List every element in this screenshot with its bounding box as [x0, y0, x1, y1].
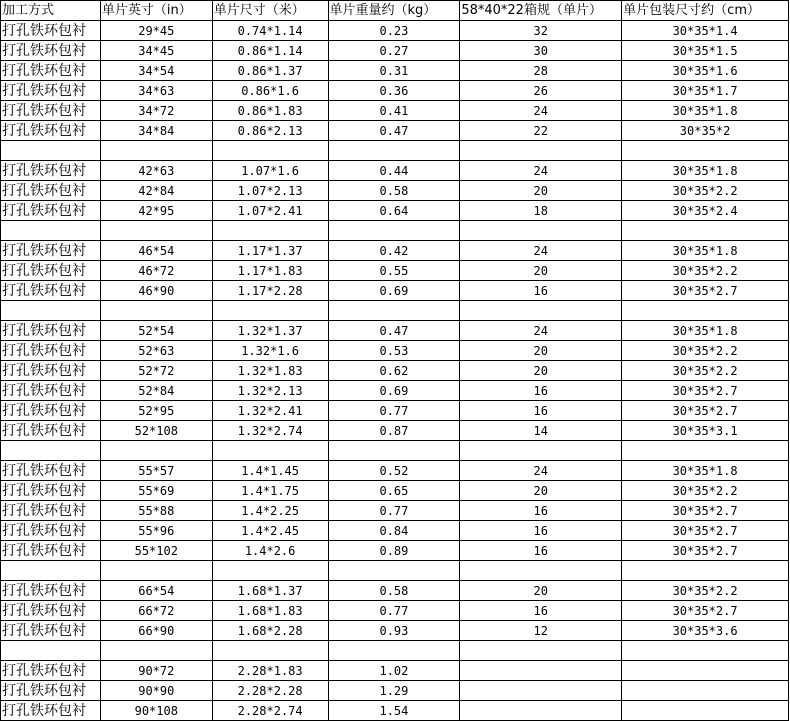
table-row [1, 341, 789, 361]
cell-meter-size[interactable]: 1.4*1.75 [212, 481, 328, 501]
cell-meter-size[interactable] [212, 561, 328, 581]
table-row [1, 561, 789, 581]
cell-process[interactable]: 打孔铁环包衬 [1, 401, 101, 421]
cell-carton-qty[interactable]: 16 [460, 521, 622, 541]
cell-weight[interactable]: 1.02 [328, 661, 460, 681]
cell-weight[interactable]: 0.52 [328, 461, 460, 481]
table-row [1, 501, 789, 521]
cell-carton-qty[interactable]: 16 [460, 541, 622, 561]
cell-inch-size[interactable]: 52*72 [100, 361, 212, 381]
cell-package-size[interactable]: 30*35*2 [622, 121, 789, 141]
cell-carton-qty[interactable]: 24 [460, 161, 622, 181]
cell-package-size[interactable]: 30*35*3.1 [622, 421, 789, 441]
cell-package-size[interactable]: 30*35*1.6 [622, 61, 789, 81]
cell-package-size[interactable]: 30*35*1.7 [622, 81, 789, 101]
table-row [1, 481, 789, 501]
cell-process[interactable]: 打孔铁环包衬 [1, 461, 101, 481]
table-row [1, 201, 789, 221]
cell-inch-size[interactable]: 90*108 [100, 701, 212, 721]
cell-package-size[interactable]: 30*35*2.2 [622, 481, 789, 501]
cell-inch-size[interactable]: 42*95 [100, 201, 212, 221]
cell-meter-size[interactable]: 0.86*2.13 [212, 121, 328, 141]
cell-weight[interactable]: 0.53 [328, 341, 460, 361]
cell-weight[interactable]: 0.84 [328, 521, 460, 541]
table-row [1, 681, 789, 701]
table-row [1, 121, 789, 141]
cell-carton-qty[interactable]: 16 [460, 401, 622, 421]
cell-package-size[interactable]: 30*35*2.2 [622, 581, 789, 601]
cell-process[interactable] [1, 641, 101, 661]
cell-weight[interactable]: 0.77 [328, 401, 460, 421]
cell-inch-size[interactable]: 42*84 [100, 181, 212, 201]
cell-meter-size[interactable] [212, 141, 328, 161]
cell-weight[interactable]: 0.89 [328, 541, 460, 561]
cell-weight[interactable]: 0.65 [328, 481, 460, 501]
cell-weight[interactable]: 0.87 [328, 421, 460, 441]
cell-meter-size[interactable]: 1.17*2.28 [212, 281, 328, 301]
cell-meter-size[interactable]: 1.4*2.25 [212, 501, 328, 521]
header-cell-carton-qty[interactable]: 58*40*22箱规（单片） [460, 1, 622, 21]
cell-process[interactable]: 打孔铁环包衬 [1, 521, 101, 541]
cell-carton-qty[interactable] [460, 301, 622, 321]
cell-weight[interactable]: 0.47 [328, 121, 460, 141]
cell-weight[interactable]: 0.93 [328, 621, 460, 641]
table-row [1, 701, 789, 721]
cell-process[interactable]: 打孔铁环包衬 [1, 121, 101, 141]
cell-inch-size[interactable]: 46*54 [100, 241, 212, 261]
table-row [1, 61, 789, 81]
cell-meter-size[interactable]: 2.28*1.83 [212, 661, 328, 681]
cell-process[interactable]: 打孔铁环包衬 [1, 681, 101, 701]
table-row [1, 181, 789, 201]
cell-carton-qty[interactable] [460, 141, 622, 161]
table-row [1, 361, 789, 381]
cell-inch-size[interactable]: 42*63 [100, 161, 212, 181]
cell-package-size[interactable]: 30*35*2.7 [622, 541, 789, 561]
cell-meter-size[interactable]: 0.86*1.6 [212, 81, 328, 101]
cell-weight[interactable]: 0.44 [328, 161, 460, 181]
cell-inch-size[interactable]: 52*95 [100, 401, 212, 421]
cell-package-size[interactable] [622, 661, 789, 681]
cell-carton-qty[interactable]: 26 [460, 81, 622, 101]
cell-inch-size[interactable]: 34*84 [100, 121, 212, 141]
cell-inch-size[interactable]: 29*45 [100, 21, 212, 41]
cell-carton-qty[interactable]: 16 [460, 601, 622, 621]
cell-process[interactable]: 打孔铁环包衬 [1, 21, 101, 41]
cell-process[interactable]: 打孔铁环包衬 [1, 321, 101, 341]
cell-inch-size[interactable]: 52*84 [100, 381, 212, 401]
cell-carton-qty[interactable]: 20 [460, 481, 622, 501]
cell-package-size[interactable]: 30*35*2.4 [622, 201, 789, 221]
table-row [1, 521, 789, 541]
cell-weight[interactable]: 0.55 [328, 261, 460, 281]
cell-weight[interactable]: 0.27 [328, 41, 460, 61]
cell-inch-size[interactable] [100, 441, 212, 461]
cell-process[interactable]: 打孔铁环包衬 [1, 261, 101, 281]
cell-weight[interactable]: 0.41 [328, 101, 460, 121]
cell-inch-size[interactable]: 66*72 [100, 601, 212, 621]
cell-weight[interactable]: 1.54 [328, 701, 460, 721]
cell-carton-qty[interactable]: 12 [460, 621, 622, 641]
cell-weight[interactable]: 0.31 [328, 61, 460, 81]
cell-meter-size[interactable]: 1.68*2.28 [212, 621, 328, 641]
cell-meter-size[interactable]: 1.32*1.6 [212, 341, 328, 361]
cell-process[interactable] [1, 141, 101, 161]
table-row [1, 141, 789, 161]
cell-carton-qty[interactable]: 24 [460, 241, 622, 261]
cell-meter-size[interactable]: 1.32*2.13 [212, 381, 328, 401]
cell-carton-qty[interactable] [460, 641, 622, 661]
cell-meter-size[interactable]: 1.07*2.41 [212, 201, 328, 221]
cell-meter-size[interactable] [212, 641, 328, 661]
cell-process[interactable]: 打孔铁环包衬 [1, 241, 101, 261]
cell-inch-size[interactable]: 66*90 [100, 621, 212, 641]
header-cell-inch-size[interactable]: 单片英寸（in） [100, 1, 212, 21]
cell-package-size[interactable]: 30*35*2.2 [622, 341, 789, 361]
cell-package-size[interactable]: 30*35*1.5 [622, 41, 789, 61]
cell-carton-qty[interactable]: 16 [460, 381, 622, 401]
cell-package-size[interactable]: 30*35*2.7 [622, 601, 789, 621]
cell-carton-qty[interactable] [460, 681, 622, 701]
table-row [1, 461, 789, 481]
cell-weight[interactable]: 0.36 [328, 81, 460, 101]
cell-package-size[interactable] [622, 681, 789, 701]
cell-process[interactable]: 打孔铁环包衬 [1, 361, 101, 381]
table-row [1, 541, 789, 561]
table-row [1, 261, 789, 281]
cell-process[interactable]: 打孔铁环包衬 [1, 281, 101, 301]
cell-process[interactable] [1, 221, 101, 241]
cell-package-size[interactable] [622, 221, 789, 241]
cell-inch-size[interactable]: 55*88 [100, 501, 212, 521]
cell-package-size[interactable]: 30*35*2.7 [622, 401, 789, 421]
table-row [1, 581, 789, 601]
cell-meter-size[interactable]: 1.68*1.37 [212, 581, 328, 601]
cell-process[interactable]: 打孔铁环包衬 [1, 421, 101, 441]
cell-meter-size[interactable]: 1.32*2.74 [212, 421, 328, 441]
cell-carton-qty[interactable]: 20 [460, 181, 622, 201]
cell-carton-qty[interactable]: 20 [460, 581, 622, 601]
cell-weight[interactable] [328, 641, 460, 661]
table-row [1, 21, 789, 41]
cell-weight[interactable] [328, 441, 460, 461]
table-row [1, 321, 789, 341]
cell-package-size[interactable]: 30*35*2.7 [622, 501, 789, 521]
table-row [1, 101, 789, 121]
cell-inch-size[interactable]: 55*69 [100, 481, 212, 501]
cell-package-size[interactable]: 30*35*1.4 [622, 21, 789, 41]
cell-carton-qty[interactable]: 16 [460, 281, 622, 301]
cell-package-size[interactable]: 30*35*2.7 [622, 281, 789, 301]
table-body [1, 1, 789, 721]
cell-package-size[interactable]: 30*35*2.2 [622, 361, 789, 381]
cell-package-size[interactable] [622, 141, 789, 161]
table-row [1, 661, 789, 681]
cell-inch-size[interactable]: 90*90 [100, 681, 212, 701]
cell-carton-qty[interactable]: 28 [460, 61, 622, 81]
cell-meter-size[interactable]: 2.28*2.74 [212, 701, 328, 721]
table-row [1, 381, 789, 401]
cell-process[interactable]: 打孔铁环包衬 [1, 161, 101, 181]
cell-process[interactable]: 打孔铁环包衬 [1, 541, 101, 561]
cell-package-size[interactable]: 30*35*3.6 [622, 621, 789, 641]
cell-inch-size[interactable]: 55*96 [100, 521, 212, 541]
cell-meter-size[interactable]: 1.07*1.6 [212, 161, 328, 181]
cell-meter-size[interactable]: 1.32*2.41 [212, 401, 328, 421]
cell-package-size[interactable] [622, 701, 789, 721]
header-cell-package-size[interactable]: 单片包装尺寸约（cm） [622, 1, 789, 21]
cell-process[interactable] [1, 441, 101, 461]
table-row [1, 641, 789, 661]
cell-weight[interactable]: 0.23 [328, 21, 460, 41]
cell-package-size[interactable]: 30*35*1.8 [622, 461, 789, 481]
cell-carton-qty[interactable]: 20 [460, 341, 622, 361]
cell-carton-qty[interactable]: 20 [460, 261, 622, 281]
cell-weight[interactable]: 0.58 [328, 181, 460, 201]
cell-meter-size[interactable]: 0.86*1.83 [212, 101, 328, 121]
cell-carton-qty[interactable]: 20 [460, 361, 622, 381]
cell-package-size[interactable]: 30*35*1.8 [622, 161, 789, 181]
cell-package-size[interactable] [622, 561, 789, 581]
cell-weight[interactable]: 0.69 [328, 281, 460, 301]
cell-package-size[interactable]: 30*35*1.8 [622, 241, 789, 261]
cell-carton-qty[interactable]: 18 [460, 201, 622, 221]
cell-process[interactable]: 打孔铁环包衬 [1, 661, 101, 681]
cell-inch-size[interactable] [100, 141, 212, 161]
cell-carton-qty[interactable] [460, 441, 622, 461]
cell-inch-size[interactable]: 90*72 [100, 661, 212, 681]
cell-weight[interactable]: 0.64 [328, 201, 460, 221]
cell-process[interactable]: 打孔铁环包衬 [1, 621, 101, 641]
cell-carton-qty[interactable] [460, 221, 622, 241]
cell-package-size[interactable]: 30*35*2.2 [622, 181, 789, 201]
cell-carton-qty[interactable]: 14 [460, 421, 622, 441]
table-row [1, 421, 789, 441]
cell-weight[interactable]: 1.29 [328, 681, 460, 701]
cell-package-size[interactable]: 30*35*2.7 [622, 521, 789, 541]
cell-process[interactable]: 打孔铁环包衬 [1, 41, 101, 61]
cell-carton-qty[interactable]: 16 [460, 501, 622, 521]
cell-meter-size[interactable]: 1.68*1.83 [212, 601, 328, 621]
cell-process[interactable]: 打孔铁环包衬 [1, 701, 101, 721]
cell-carton-qty[interactable]: 30 [460, 41, 622, 61]
cell-inch-size[interactable]: 52*54 [100, 321, 212, 341]
cell-inch-size[interactable]: 46*72 [100, 261, 212, 281]
cell-meter-size[interactable]: 1.17*1.37 [212, 241, 328, 261]
header-row [1, 1, 789, 21]
cell-inch-size[interactable] [100, 301, 212, 321]
cell-inch-size[interactable]: 34*72 [100, 101, 212, 121]
cell-carton-qty[interactable]: 24 [460, 461, 622, 481]
cell-weight[interactable]: 0.77 [328, 601, 460, 621]
cell-process[interactable]: 打孔铁环包衬 [1, 581, 101, 601]
cell-weight[interactable]: 0.42 [328, 241, 460, 261]
cell-inch-size[interactable] [100, 221, 212, 241]
table-row [1, 161, 789, 181]
cell-inch-size[interactable]: 55*102 [100, 541, 212, 561]
cell-inch-size[interactable]: 55*57 [100, 461, 212, 481]
cell-package-size[interactable]: 30*35*1.8 [622, 101, 789, 121]
cell-weight[interactable]: 0.62 [328, 361, 460, 381]
cell-meter-size[interactable]: 1.32*1.37 [212, 321, 328, 341]
cell-carton-qty[interactable]: 32 [460, 21, 622, 41]
cell-carton-qty[interactable]: 22 [460, 121, 622, 141]
cell-inch-size[interactable] [100, 641, 212, 661]
cell-meter-size[interactable]: 0.86*1.14 [212, 41, 328, 61]
cell-package-size[interactable]: 30*35*1.8 [622, 321, 789, 341]
header-cell-process[interactable]: 加工方式 [1, 1, 101, 21]
cell-inch-size[interactable] [100, 561, 212, 581]
cell-carton-qty[interactable]: 24 [460, 321, 622, 341]
cell-package-size[interactable]: 30*35*2.7 [622, 381, 789, 401]
cell-process[interactable] [1, 301, 101, 321]
cell-weight[interactable] [328, 301, 460, 321]
cell-process[interactable]: 打孔铁环包衬 [1, 481, 101, 501]
cell-package-size[interactable] [622, 441, 789, 461]
cell-weight[interactable] [328, 561, 460, 581]
cell-process[interactable]: 打孔铁环包衬 [1, 101, 101, 121]
cell-process[interactable]: 打孔铁环包衬 [1, 81, 101, 101]
cell-meter-size[interactable]: 1.4*2.6 [212, 541, 328, 561]
cell-meter-size[interactable]: 1.17*1.83 [212, 261, 328, 281]
cell-carton-qty[interactable] [460, 701, 622, 721]
table-row [1, 41, 789, 61]
cell-process[interactable]: 打孔铁环包衬 [1, 61, 101, 81]
table-row [1, 281, 789, 301]
cell-meter-size[interactable]: 1.4*2.45 [212, 521, 328, 541]
cell-weight[interactable]: 0.77 [328, 501, 460, 521]
cell-meter-size[interactable]: 1.07*2.13 [212, 181, 328, 201]
cell-inch-size[interactable]: 66*54 [100, 581, 212, 601]
cell-package-size[interactable]: 30*35*2.2 [622, 261, 789, 281]
cell-process[interactable]: 打孔铁环包衬 [1, 181, 101, 201]
cell-meter-size[interactable] [212, 301, 328, 321]
cell-inch-size[interactable]: 34*45 [100, 41, 212, 61]
cell-carton-qty[interactable] [460, 661, 622, 681]
cell-carton-qty[interactable]: 24 [460, 101, 622, 121]
cell-inch-size[interactable]: 34*63 [100, 81, 212, 101]
cell-process[interactable]: 打孔铁环包衬 [1, 601, 101, 621]
cell-meter-size[interactable]: 1.4*1.45 [212, 461, 328, 481]
table-row [1, 401, 789, 421]
cell-inch-size[interactable]: 46*90 [100, 281, 212, 301]
cell-meter-size[interactable]: 2.28*2.28 [212, 681, 328, 701]
cell-carton-qty[interactable] [460, 561, 622, 581]
table-row [1, 81, 789, 101]
cell-meter-size[interactable] [212, 221, 328, 241]
cell-inch-size[interactable]: 34*54 [100, 61, 212, 81]
cell-meter-size[interactable]: 0.74*1.14 [212, 21, 328, 41]
cell-weight[interactable] [328, 221, 460, 241]
cell-meter-size[interactable] [212, 441, 328, 461]
cell-weight[interactable] [328, 141, 460, 161]
cell-weight[interactable]: 0.69 [328, 381, 460, 401]
table-row [1, 241, 789, 261]
cell-process[interactable] [1, 561, 101, 581]
cell-process[interactable]: 打孔铁环包衬 [1, 341, 101, 361]
cell-package-size[interactable] [622, 301, 789, 321]
cell-package-size[interactable] [622, 641, 789, 661]
table-row [1, 621, 789, 641]
cell-weight[interactable]: 0.47 [328, 321, 460, 341]
cell-weight[interactable]: 0.58 [328, 581, 460, 601]
table-row [1, 441, 789, 461]
cell-process[interactable]: 打孔铁环包衬 [1, 381, 101, 401]
cell-meter-size[interactable]: 0.86*1.37 [212, 61, 328, 81]
header-cell-weight[interactable]: 单片重量约（kg） [328, 1, 460, 21]
cell-meter-size[interactable]: 1.32*1.83 [212, 361, 328, 381]
cell-inch-size[interactable]: 52*63 [100, 341, 212, 361]
cell-inch-size[interactable]: 52*108 [100, 421, 212, 441]
cell-process[interactable]: 打孔铁环包衬 [1, 201, 101, 221]
table-row [1, 301, 789, 321]
header-cell-meter-size[interactable]: 单片尺寸（米） [212, 1, 328, 21]
table-row [1, 221, 789, 241]
table-row [1, 601, 789, 621]
cell-process[interactable]: 打孔铁环包衬 [1, 501, 101, 521]
